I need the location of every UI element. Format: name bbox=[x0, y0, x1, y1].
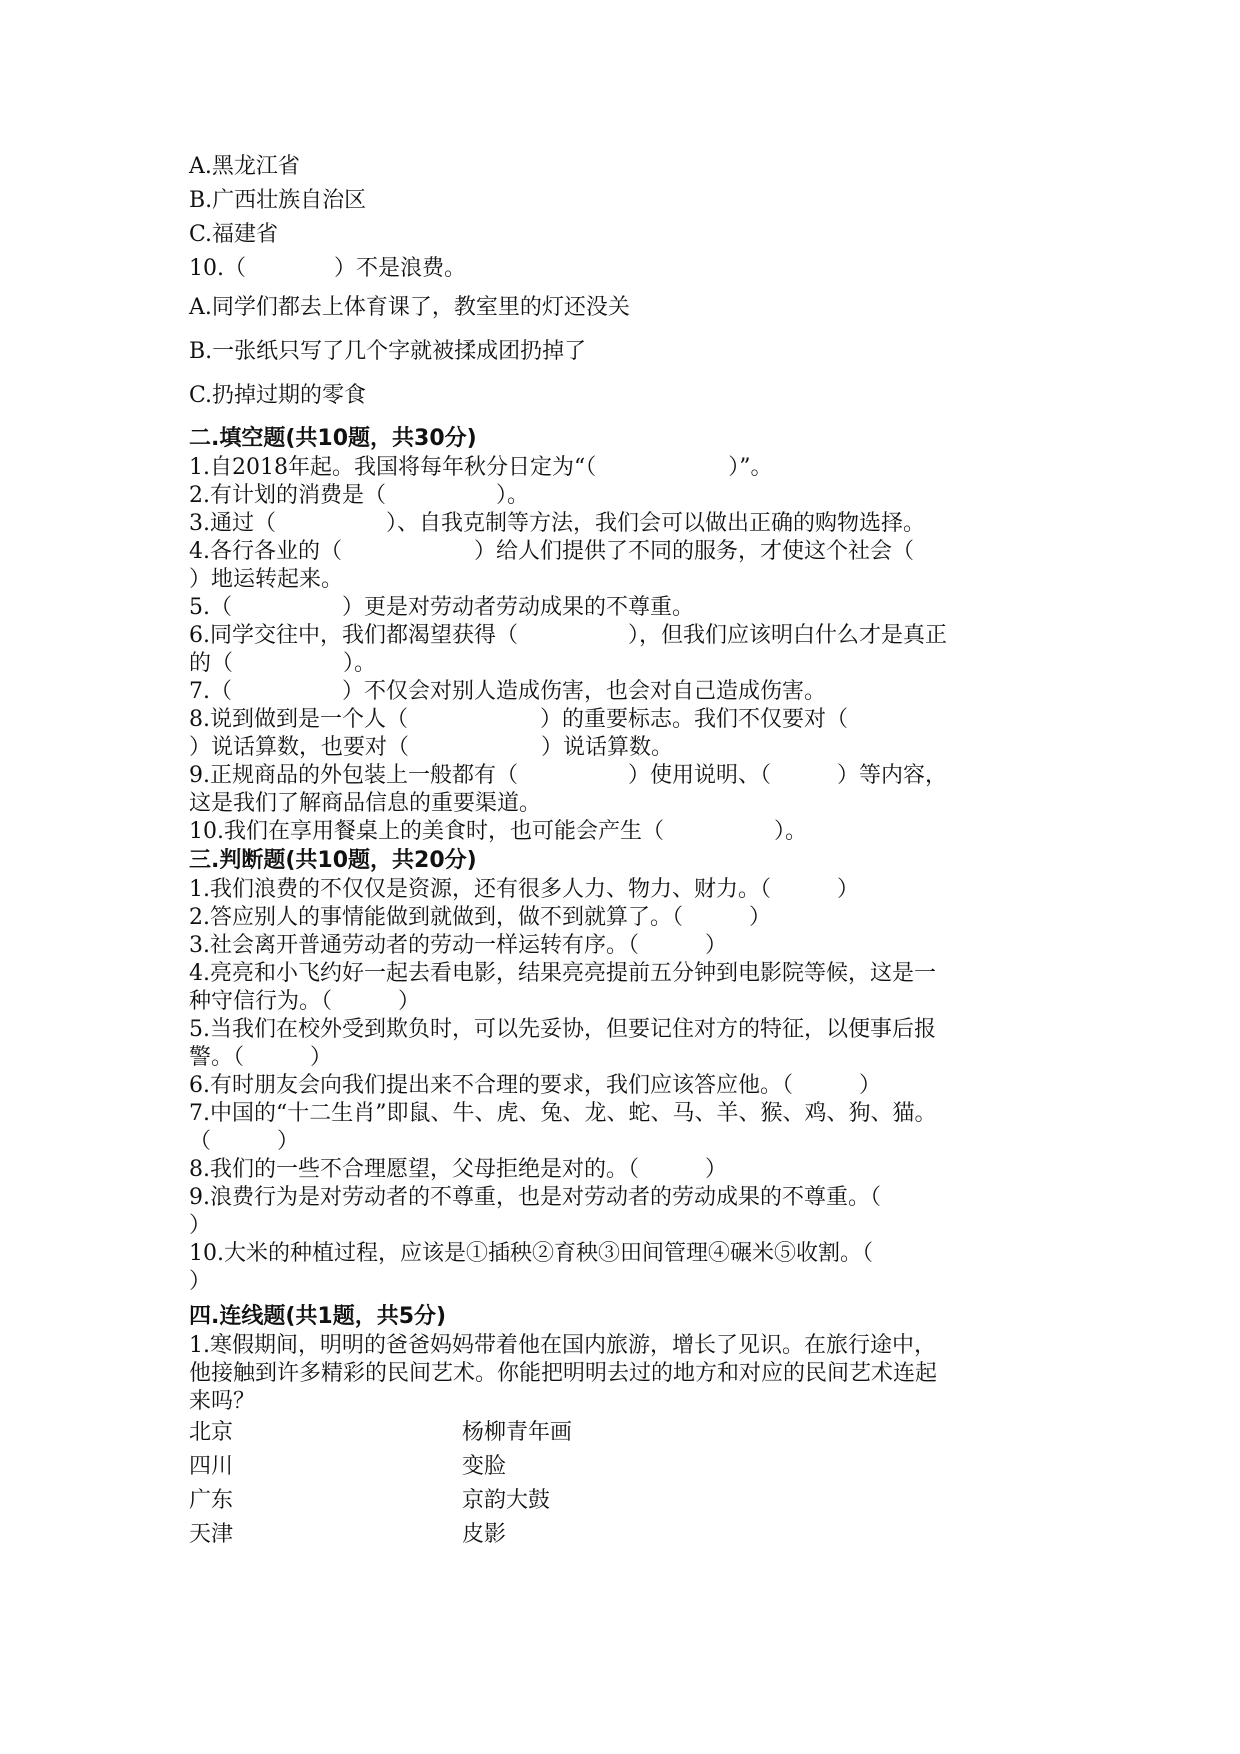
q10-option-c: C.扔掉过期的零食 bbox=[189, 383, 367, 408]
judge-line: ） bbox=[189, 1213, 212, 1238]
q9-option-b: B.广西壮族自治区 bbox=[189, 188, 367, 213]
fill-line: 1.自2018年起。我国将每年秋分日定为“（ ）”。 bbox=[189, 455, 773, 480]
judge-line: （ ） bbox=[189, 1129, 300, 1154]
fill-line: 4.各行各业的（ ）给人们提供了不同的服务，才使这个社会（ bbox=[189, 539, 914, 564]
match-row bbox=[189, 1484, 1069, 1518]
judge-line: 1.我们浪费的不仅仅是资源，还有很多人力、物力、财力。（ ） bbox=[189, 877, 859, 902]
section2-heading: 二.填空题(共10题，共30分) bbox=[189, 426, 477, 451]
match-question-line: 1.寒假期间，明明的爸爸妈妈带着他在国内旅游，增长了见识。在旅行途中， bbox=[189, 1333, 936, 1358]
judge-line: 7.中国的“十二生肖”即鼠、牛、虎、兔、龙、蛇、马、羊、猴、鸡、狗、猫。 bbox=[189, 1101, 937, 1126]
q10-stem: 10.（ ）不是浪费。 bbox=[189, 256, 466, 281]
fill-line: ）说话算数，也要对（ ）说话算数。 bbox=[189, 735, 674, 760]
fill-line: 的（ ）。 bbox=[189, 651, 377, 676]
match-art[interactable]: 皮影 bbox=[462, 1522, 507, 1547]
q9-option-a: A.黑龙江省 bbox=[189, 154, 300, 179]
q10-option-a: A.同学们都去上体育课了，教室里的灯还没关 bbox=[189, 295, 630, 320]
match-row bbox=[189, 1518, 1069, 1552]
fill-line: 8.说到做到是一个人（ ）的重要标志。我们不仅要对（ bbox=[189, 707, 848, 732]
fill-line: 5.（ ）更是对劳动者劳动成果的不尊重。 bbox=[189, 595, 694, 620]
match-question-line: 他接触到许多精彩的民间艺术。你能把明明去过的地方和对应的民间艺术连起 bbox=[189, 1361, 938, 1386]
q10-option-b: B.一张纸只写了几个字就被揉成团扔掉了 bbox=[189, 339, 587, 364]
judge-line: 10.大米的种植过程，应该是①插秧②育秧③田间管理④碾米⑤收割。（ bbox=[189, 1241, 873, 1266]
q9-option-c: C.福建省 bbox=[189, 222, 279, 247]
match-row bbox=[189, 1416, 1069, 1450]
judge-line: 9.浪费行为是对劳动者的不尊重，也是对劳动者的劳动成果的不尊重。（ bbox=[189, 1185, 881, 1210]
match-place[interactable]: 天津 bbox=[189, 1522, 234, 1547]
match-art[interactable]: 杨柳青年画 bbox=[462, 1420, 573, 1445]
judge-line: ） bbox=[189, 1269, 212, 1294]
match-place[interactable]: 北京 bbox=[189, 1420, 234, 1445]
fill-line: 6.同学交往中，我们都渴望获得（ ），但我们应该明白什么才是真正 bbox=[189, 623, 947, 648]
match-place[interactable]: 广东 bbox=[189, 1488, 234, 1513]
judge-line: 2.答应别人的事情能做到就做到，做不到就算了。（ ） bbox=[189, 905, 771, 930]
fill-line: 这是我们了解商品信息的重要渠道。 bbox=[189, 791, 542, 816]
match-art[interactable]: 变脸 bbox=[462, 1454, 507, 1479]
section3-heading: 三.判断题(共10题，共20分) bbox=[189, 848, 477, 873]
exam-page bbox=[189, 150, 1069, 1552]
judge-line: 警。（ ） bbox=[189, 1045, 333, 1070]
match-question-line: 来吗？ bbox=[189, 1389, 256, 1414]
section4-heading: 四.连线题(共1题，共5分) bbox=[189, 1304, 447, 1329]
fill-line: 2.有计划的消费是（ ）。 bbox=[189, 483, 529, 508]
fill-line: 7.（ ）不仅会对别人造成伤害，也会对自己造成伤害。 bbox=[189, 679, 826, 704]
judge-line: 3.社会离开普通劳动者的劳动一样运转有序。（ ） bbox=[189, 933, 727, 958]
fill-line: 3.通过（ ）、自我克制等方法，我们会可以做出正确的购物选择。 bbox=[189, 511, 925, 536]
fill-line: 9.正规商品的外包装上一般都有（ ）使用说明、（ ）等内容， bbox=[189, 763, 947, 788]
match-row bbox=[189, 1450, 1069, 1484]
judge-line: 种守信行为。（ ） bbox=[189, 989, 421, 1014]
judge-line: 6.有时朋友会向我们提出来不合理的要求，我们应该答应他。（ ） bbox=[189, 1073, 881, 1098]
judge-line: 8.我们的一些不合理愿望，父母拒绝是对的。（ ） bbox=[189, 1157, 727, 1182]
judge-line: 4.亮亮和小飞约好一起去看电影，结果亮亮提前五分钟到电影院等候，这是一 bbox=[189, 961, 936, 986]
fill-line: 10.我们在享用餐桌上的美食时，也可能会产生（ ）。 bbox=[189, 819, 807, 844]
match-art[interactable]: 京韵大鼓 bbox=[462, 1488, 551, 1513]
match-place[interactable]: 四川 bbox=[189, 1454, 234, 1479]
judge-line: 5.当我们在校外受到欺负时，可以先妥协，但要记住对方的特征，以便事后报 bbox=[189, 1017, 936, 1042]
fill-line: ）地运转起来。 bbox=[189, 567, 344, 592]
